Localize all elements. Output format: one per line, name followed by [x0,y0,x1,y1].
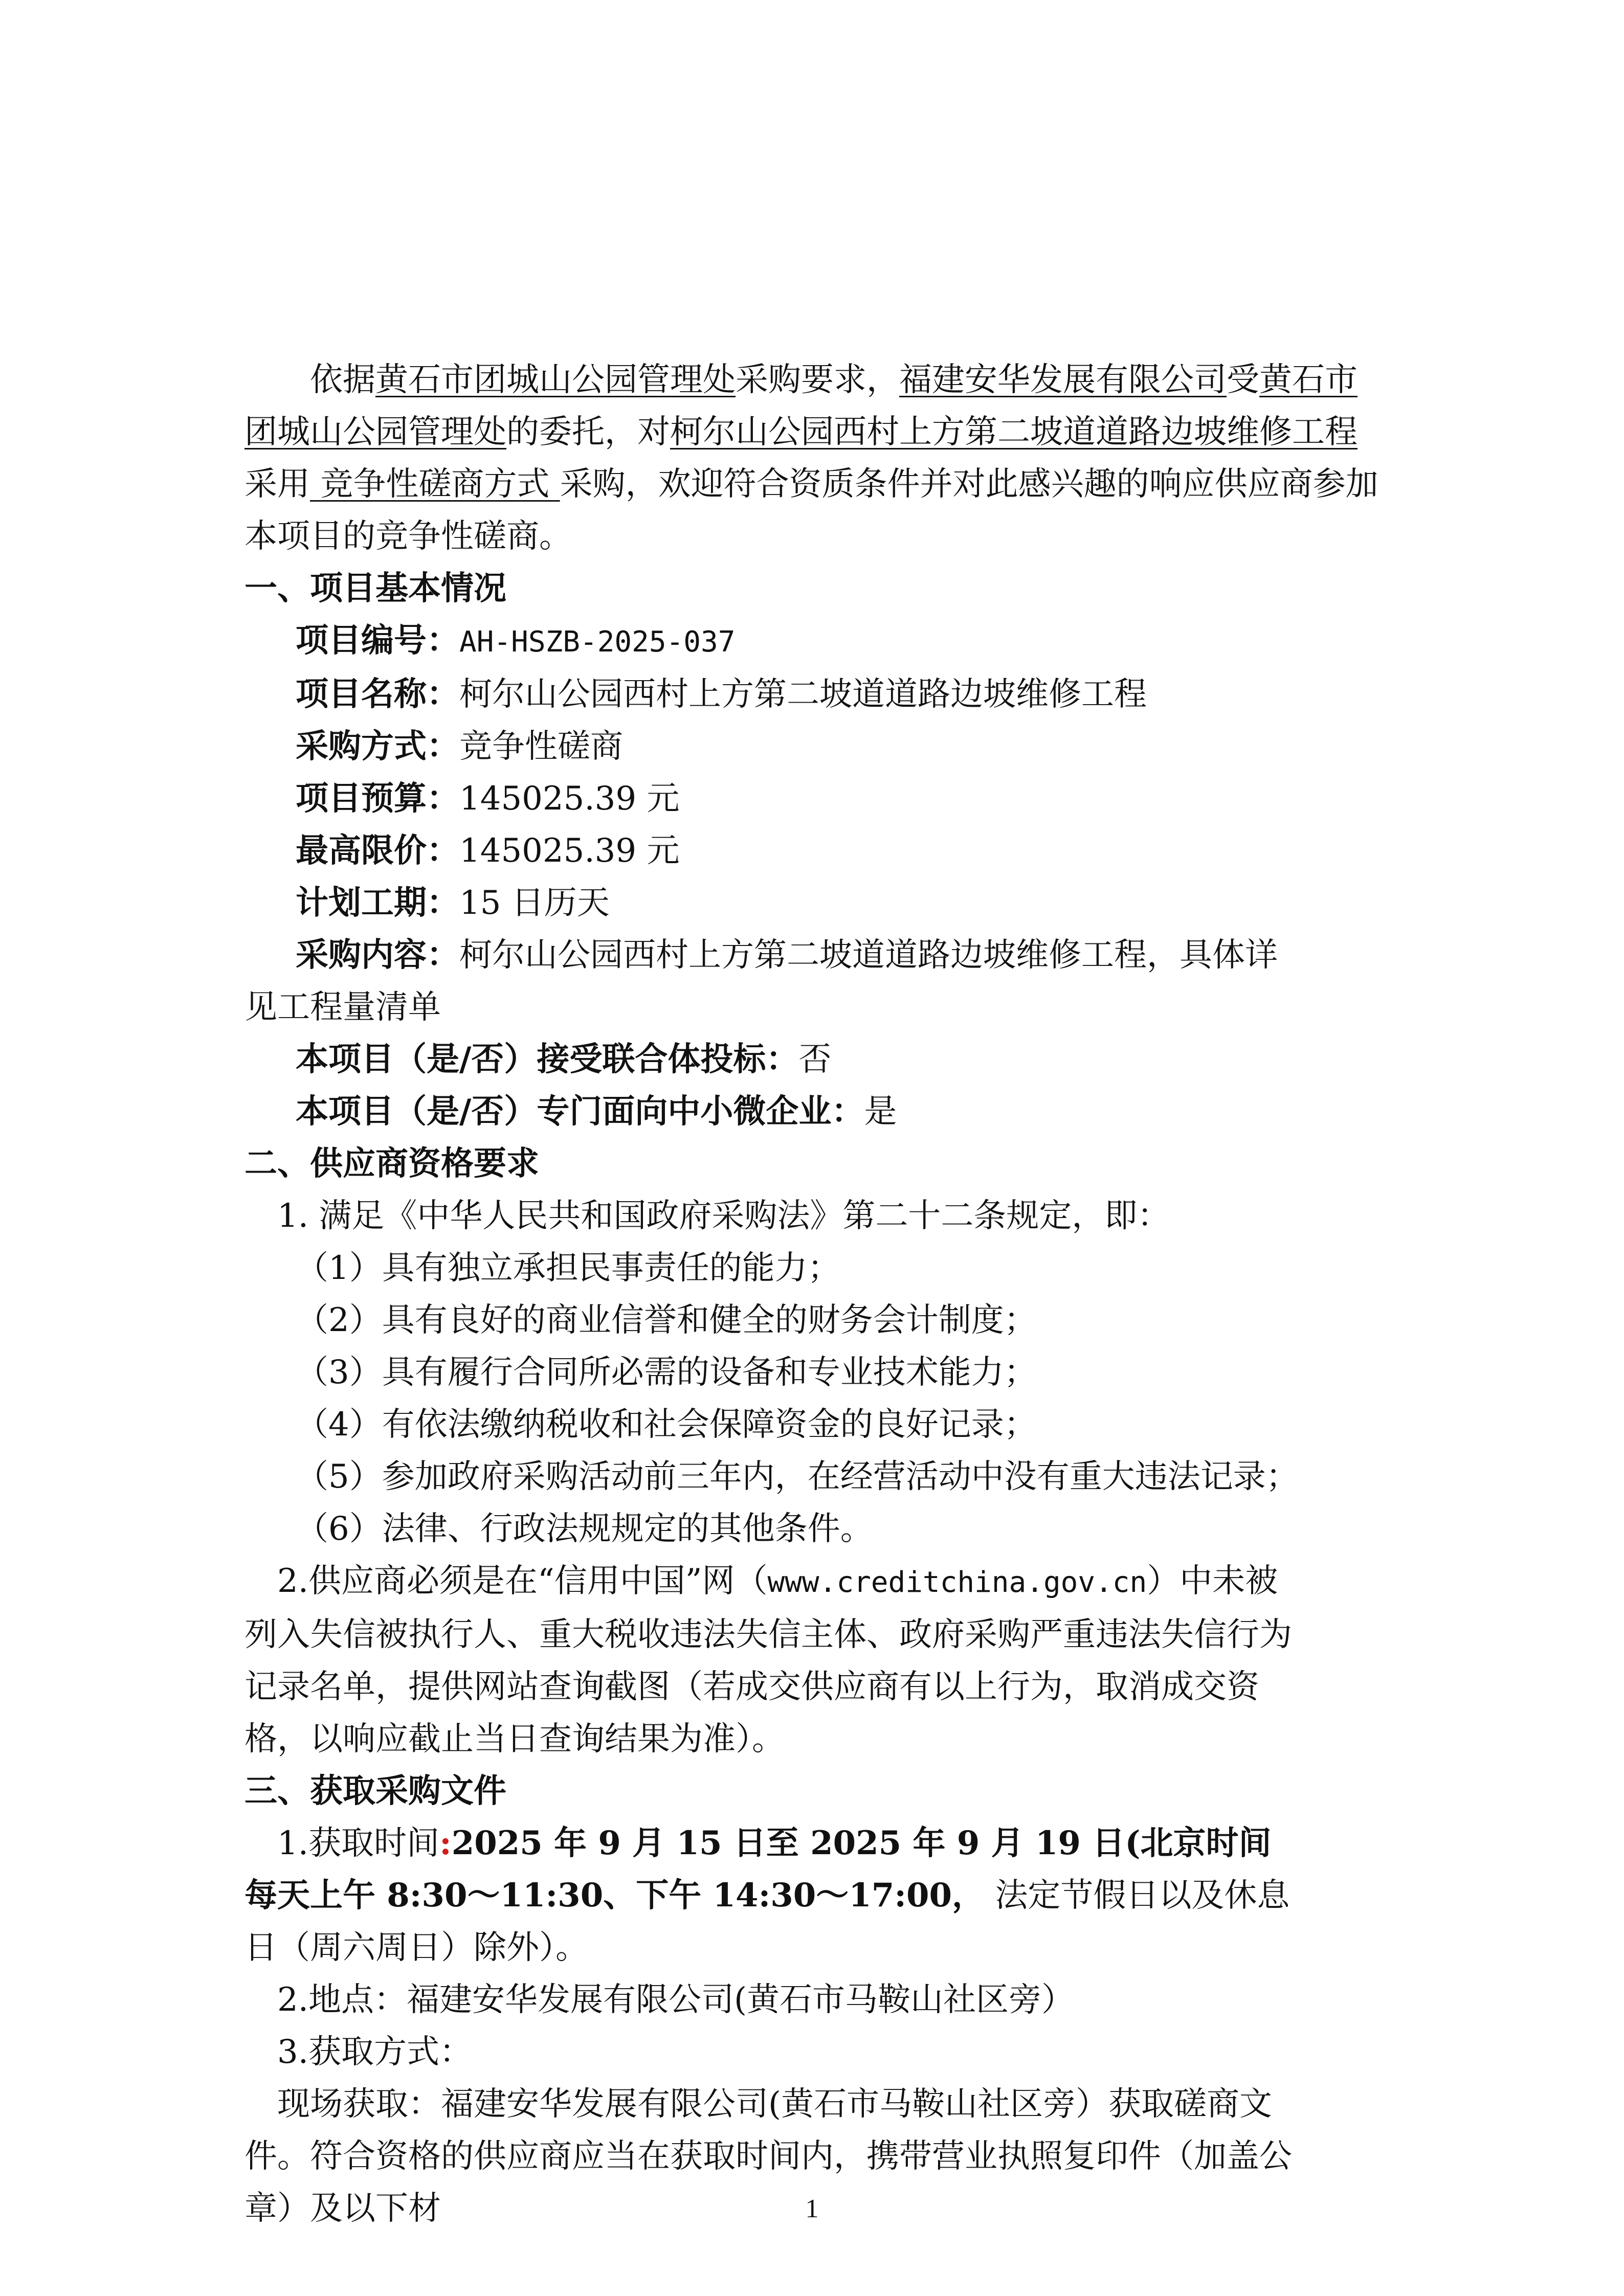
field-label: 1.获取时间 [277,1825,440,1862]
intro-text: 采购要求， [736,361,899,399]
field-consortium [244,1033,1385,1086]
intro-text: 受 [1227,361,1259,399]
field-label: 采购内容： [296,936,459,974]
acquisition-method-text: 现场获取：福建安华发展有限公司(黄石市马鞍山社区旁）获取磋商文件。符合资格的供应商应当在获取时间内，携带营业执照复印件（加盖公章）及以下材 [244,2085,1292,2227]
section-heading: 一、项目基本情况 [244,569,506,607]
field-label: 本项目（是/否）专门面向中小微企业： [296,1092,864,1131]
requirement-text: 2.供应商必须是在“信用中国”网（ [277,1562,768,1600]
page-number: 1 [805,2194,819,2223]
field-sme [244,1086,1385,1138]
time-colon: : [439,1824,452,1862]
acquisition-time [244,1817,1385,1974]
field-project-name [244,668,1385,721]
procurement-method: 竞争性磋商方式 [310,465,560,503]
field-label: 项目编号： [296,621,459,660]
field-value: 15 日历天 [459,884,610,922]
requirement-subitem: （4）有依法缴纳税收和社会保障资金的良好记录； [296,1406,1037,1444]
field-value: 柯尔山公园西村上方第二坡道道路边坡维修工程，具体详见工程量清单 [244,936,1278,1026]
field-max-price [244,825,1385,877]
field-schedule [244,877,1385,929]
intro-text: 采用 [244,465,310,503]
field-label: 项目名称： [296,675,459,713]
section-heading: 三、获取采购文件 [244,1772,506,1810]
purchaser-name: 黄石市团城山公园管理处 [375,361,736,399]
field-label: 项目预算： [296,779,459,818]
credit-china-link[interactable]: www.creditchina.gov.cn [767,1566,1147,1599]
requirement-subitem: （1）具有独立承担民事责任的能力； [296,1249,840,1287]
field-value: 柯尔山公园西村上方第二坡道道路边坡维修工程 [459,676,1147,713]
requirement-subitem: （2）具有良好的商业信誉和健全的财务会计制度； [296,1301,1037,1339]
requirement-subitem: （3）具有履行合同所必需的设备和专业技术能力； [296,1354,1037,1391]
field-label: 最高限价： [296,831,459,870]
requirement-subitem: （6）法律、行政法规规定的其他条件。 [296,1510,873,1548]
time-value: 2025 年 9 月 15 日至 2025 年 9 月 19 日(北京时间每天上午 8:30～11:30、下午 14:30～17:00， [244,1824,1272,1915]
agency-name: 福建安华发展有限公司 [899,361,1227,399]
field-label: 本项目（是/否）接受联合体投标： [296,1040,799,1078]
requirement-item: 1. 满足《中华人民共和国政府采购法》第二十二条规定，即： [277,1197,1170,1235]
field-value: 是 [864,1093,897,1131]
field-value: 否 [798,1041,832,1078]
section-heading: 二、供应商资格要求 [244,1144,539,1183]
project-name: 柯尔山公园西村上方第二坡道道路边坡维修工程 [670,413,1358,451]
acquisition-place: 2.地点：福建安华发展有限公司(黄石市马鞍山社区旁） [277,1981,1075,2019]
field-value: 145025.39 元 [459,780,680,818]
field-value: 145025.39 元 [459,832,680,870]
intro-text: 依据 [310,361,375,399]
field-project-number [244,615,1385,668]
document-body [244,354,1385,2235]
purchaser-name: 黄石市团城山公园管理处 [244,361,1358,451]
field-label: 采购方式： [296,727,459,766]
requirement-item [244,1555,1385,1765]
field-procurement-method [244,721,1385,773]
intro-paragraph [244,354,1385,562]
acquisition-method-label: 3.获取方式： [277,2033,473,2071]
requirement-subitem: （5）参加政府采购活动前三年内，在经营活动中没有重大违法记录； [296,1458,1299,1496]
field-value: 竞争性磋商 [459,728,623,766]
intro-text: 的委托，对 [506,413,670,451]
intro-text: 采购，欢迎符合资质条件并对此感兴趣的响应供应商参加本项目的竞争性磋商。 [244,465,1378,555]
time-note: 法定节假日以及休息日（周六周日）除外）。 [244,1877,1290,1967]
field-content [244,929,1385,1033]
field-budget [244,773,1385,825]
field-value: AH-HSZB-2025-037 [459,625,736,659]
requirement-text: ）中未被列入失信被执行人、重大税收违法失信主体、政府采购严重违法失信行为记录名单，提供网站查询截图（若成交供应商有以上行为，取消成交资格，以响应截止当日查询结果为准）。 [244,1562,1292,1758]
field-label: 计划工期： [296,884,459,922]
